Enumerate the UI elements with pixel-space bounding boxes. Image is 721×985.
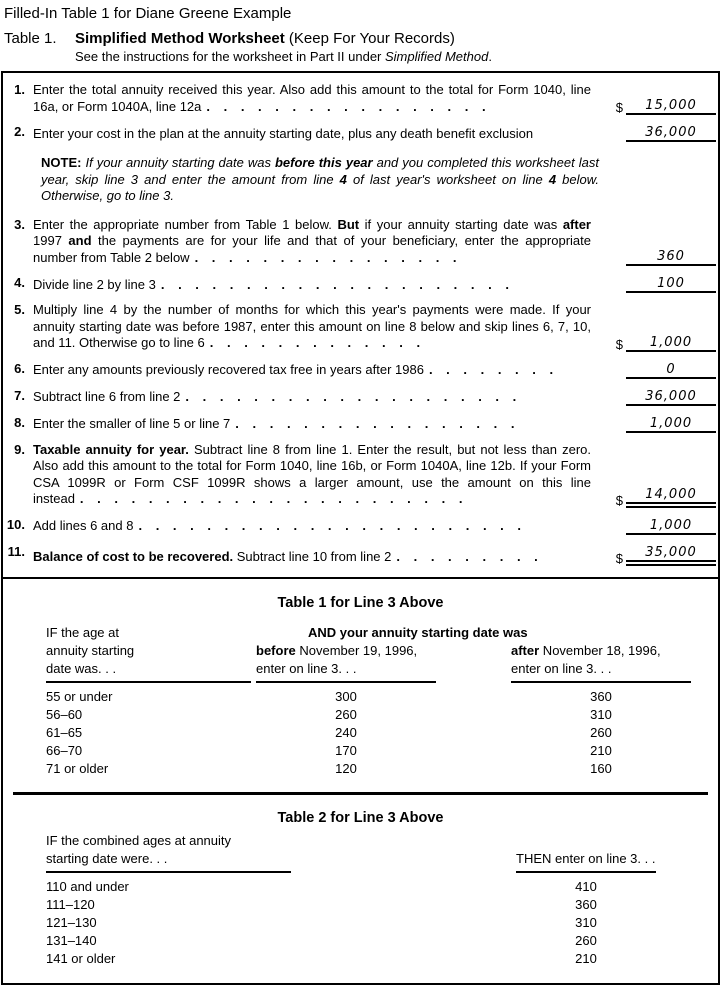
dot-leader: . . . . . . . . [428, 362, 559, 377]
dot-leader: . . . . . . . . . . . . . . . . . . . . . . . [138, 518, 527, 533]
amount-underline-double [626, 544, 716, 566]
line-text: Multiply line 4 by the number of months for which this year's payments were made. If your annuity starting date was before 1987, enter this amount on line 8 below and skip lines 6, 7, 10, and 11. Otherwise go to line 6 . . . . . . . . . . . . . [33, 302, 591, 350]
line-text: Divide line 2 by line 3 . . . . . . . . . . . . . . . . . . . . . [33, 276, 514, 292]
worksheet-line-7 [3, 388, 716, 406]
worksheet-line-6 [3, 361, 716, 379]
worksheet-box [1, 71, 720, 985]
table1-section [3, 595, 718, 778]
line-amount [591, 544, 716, 566]
table-row: 66–70 170 210 [46, 742, 612, 758]
table-row: 110 and under 410 [46, 878, 597, 894]
table-row: 56–60 260 310 [46, 706, 612, 722]
amount-underline [626, 517, 716, 535]
amount-underline-double [626, 486, 716, 508]
line-number: 6. [14, 360, 25, 376]
line-text: Balance of cost to be recovered. Subtract line 10 from line 2 . . . . . . . . . [33, 549, 543, 564]
amount-underline [626, 124, 716, 142]
entered-value: 100 [657, 276, 685, 291]
worksheet-line-4 [3, 275, 716, 293]
worksheet-title-note: (Keep For Your Records) [284, 30, 455, 47]
line-number: 8. [14, 414, 25, 430]
line-number: 10. [6, 516, 25, 532]
entered-value: 36,000 [645, 388, 697, 404]
dot-leader: . . . . . . . . . . . . . . . . . [206, 98, 491, 114]
dot-leader: . . . . . . . . . . . . . . . . . [235, 416, 520, 431]
table1-rows [3, 688, 718, 778]
table-row: 111–120 360 [46, 896, 597, 912]
line-text: Enter the smaller of line 5 or line 7 . . . . . . . . . . . . . . . . . [33, 416, 520, 431]
dollar-sign: $ [615, 336, 623, 352]
amount-underline [626, 334, 716, 352]
amount-underline [626, 275, 716, 293]
table2-section [3, 810, 718, 983]
line-amount [591, 275, 716, 293]
dot-leader: . . . . . . . . . . . . . . . . . . . . . [160, 276, 514, 292]
table-row: 141 or older 210 [46, 950, 597, 966]
entered-value: 1,000 [649, 415, 693, 431]
table2-title: Table 2 for Line 3 Above [277, 809, 444, 826]
line-amount [591, 517, 716, 535]
table1-span-header: AND your annuity starting date was [308, 624, 528, 640]
line-amount [591, 97, 716, 115]
dot-leader: . . . . . . . . . [396, 549, 543, 564]
worksheet-note: NOTE: If your annuity starting date was before this year and you completed this worksheet last year, skip line 3 and enter the amount from line 4 of last year's worksheet on line 4 below. Otherwise, go to line 3. [41, 155, 599, 203]
line-text: Taxable annuity for year. Subtract line 8 from line 1. Enter the result, but not less than zero. Also add this amount to the total for Form 1040, line 16b, or Form 1040A, line 12b. If your Form CSA 1099R or Form CSF 1099R shows a larger amount, use the amount on this line instead . . . . . . . . . . . . . . . . . . . . . . . [33, 441, 591, 506]
line-amount [591, 388, 716, 406]
line-amount [591, 248, 716, 266]
line-text: Add lines 6 and 8 . . . . . . . . . . . . . . . . . . . . . . . [33, 518, 527, 533]
table1-header-gap [436, 642, 511, 683]
page-title: Filled-In Table 1 for Diane Greene Example [4, 5, 292, 22]
worksheet-heading [0, 30, 721, 47]
line-text: Enter the total annuity received this year. Also add this amount to the total for Form 1040, line 16a, or Form 1040A, line 12a . . . . . . . . . . . . . . . . . [33, 82, 591, 114]
worksheet-subtitle: See the instructions for the worksheet in Part II under Simplified Method. [75, 49, 492, 64]
section-divider [13, 792, 708, 795]
table2-rows [3, 878, 718, 983]
line-amount [591, 361, 716, 379]
worksheet-line-3 [3, 217, 716, 267]
dot-leader: . . . . . . . . . . . . . . . . [194, 249, 462, 265]
line-amount [591, 334, 716, 352]
amount-underline [626, 388, 716, 406]
line-text: Enter any amounts previously recovered tax free in years after 1986 . . . . . . . . [33, 362, 559, 377]
dollar-sign: $ [615, 100, 623, 115]
dot-leader: . . . . . . . . . . . . . . . . . . . . [185, 389, 522, 404]
table-row: 61–65 240 260 [46, 724, 612, 740]
dollar-sign: $ [615, 492, 623, 508]
line-amount [591, 486, 716, 508]
worksheet-title [75, 30, 455, 47]
line-text: Enter your cost in the plan at the annuity starting date, plus any death benefit exclusion [33, 125, 534, 141]
amount-underline [626, 97, 716, 115]
amount-underline [626, 361, 716, 379]
line-amount [591, 415, 716, 433]
worksheet-line-11 [3, 544, 716, 566]
line-number: 11. [7, 543, 25, 559]
dollar-sign: $ [615, 550, 623, 566]
table1-header [3, 624, 718, 683]
line-number: 5. [14, 302, 25, 317]
table2-ages-header: IF the combined ages at annuity starting date were. . . [46, 832, 291, 873]
worksheet-line-5 [3, 302, 716, 352]
worksheet-section [3, 73, 718, 579]
worksheet-line-8 [3, 415, 716, 433]
line-number: 3. [14, 216, 25, 232]
table1-title: Table 1 for Line 3 Above [277, 594, 444, 611]
amount-underline [626, 415, 716, 433]
line-number: 1. [14, 82, 25, 97]
dot-leader: . . . . . . . . . . . . . . . . . . . . . . . [79, 491, 468, 506]
table-row: 131–140 260 [46, 932, 597, 948]
line-text: Enter the appropriate number from Table 1 below. But if your annuity starting date was after 1997 and the payments are for your life and that of your beneficiary, enter the appropriate number from Table 2 below . . . . . . . . . . . . . . . . [33, 216, 591, 265]
worksheet-line-10 [3, 517, 716, 535]
entered-value: 15,000 [645, 98, 697, 113]
table1-before-header: before November 19, 1996, enter on line 3. . . [256, 642, 436, 683]
line-number: 9. [14, 441, 25, 457]
entered-value: 14,000 [645, 486, 697, 502]
entered-value: 0 [666, 361, 676, 377]
worksheet-line-9 [3, 442, 716, 508]
entered-value: 35,000 [645, 544, 697, 560]
table-label: Table 1. [4, 30, 57, 47]
line-amount [591, 124, 716, 142]
table-row: 71 or older 120 160 [46, 760, 612, 776]
worksheet-line-2 [3, 124, 716, 142]
entered-value: 36,000 [645, 125, 697, 140]
table2-then-header: THEN enter on line 3. . . [516, 850, 656, 873]
table1-after-header: after November 18, 1996, enter on line 3. . . [511, 642, 691, 683]
worksheet-title-bold: Simplified Method Worksheet [75, 30, 285, 47]
entered-value: 360 [657, 249, 685, 264]
line-number: 2. [14, 124, 25, 139]
table-row: 55 or under 300 360 [46, 688, 612, 704]
entered-value: 1,000 [649, 334, 693, 350]
table2-header [3, 832, 718, 873]
table1-age-header: IF the age at annuity starting date was. . . [46, 624, 251, 683]
table1-date-headers [256, 624, 691, 683]
dot-leader: . . . . . . . . . . . . . [209, 335, 426, 350]
line-number: 7. [14, 387, 25, 403]
amount-underline [626, 248, 716, 266]
entered-value: 1,000 [649, 517, 693, 533]
line-number: 4. [14, 275, 25, 290]
line-text: Subtract line 6 from line 2 . . . . . . . . . . . . . . . . . . . . [33, 389, 522, 404]
worksheet-line-1 [3, 82, 716, 115]
table-row: 121–130 310 [46, 914, 597, 930]
